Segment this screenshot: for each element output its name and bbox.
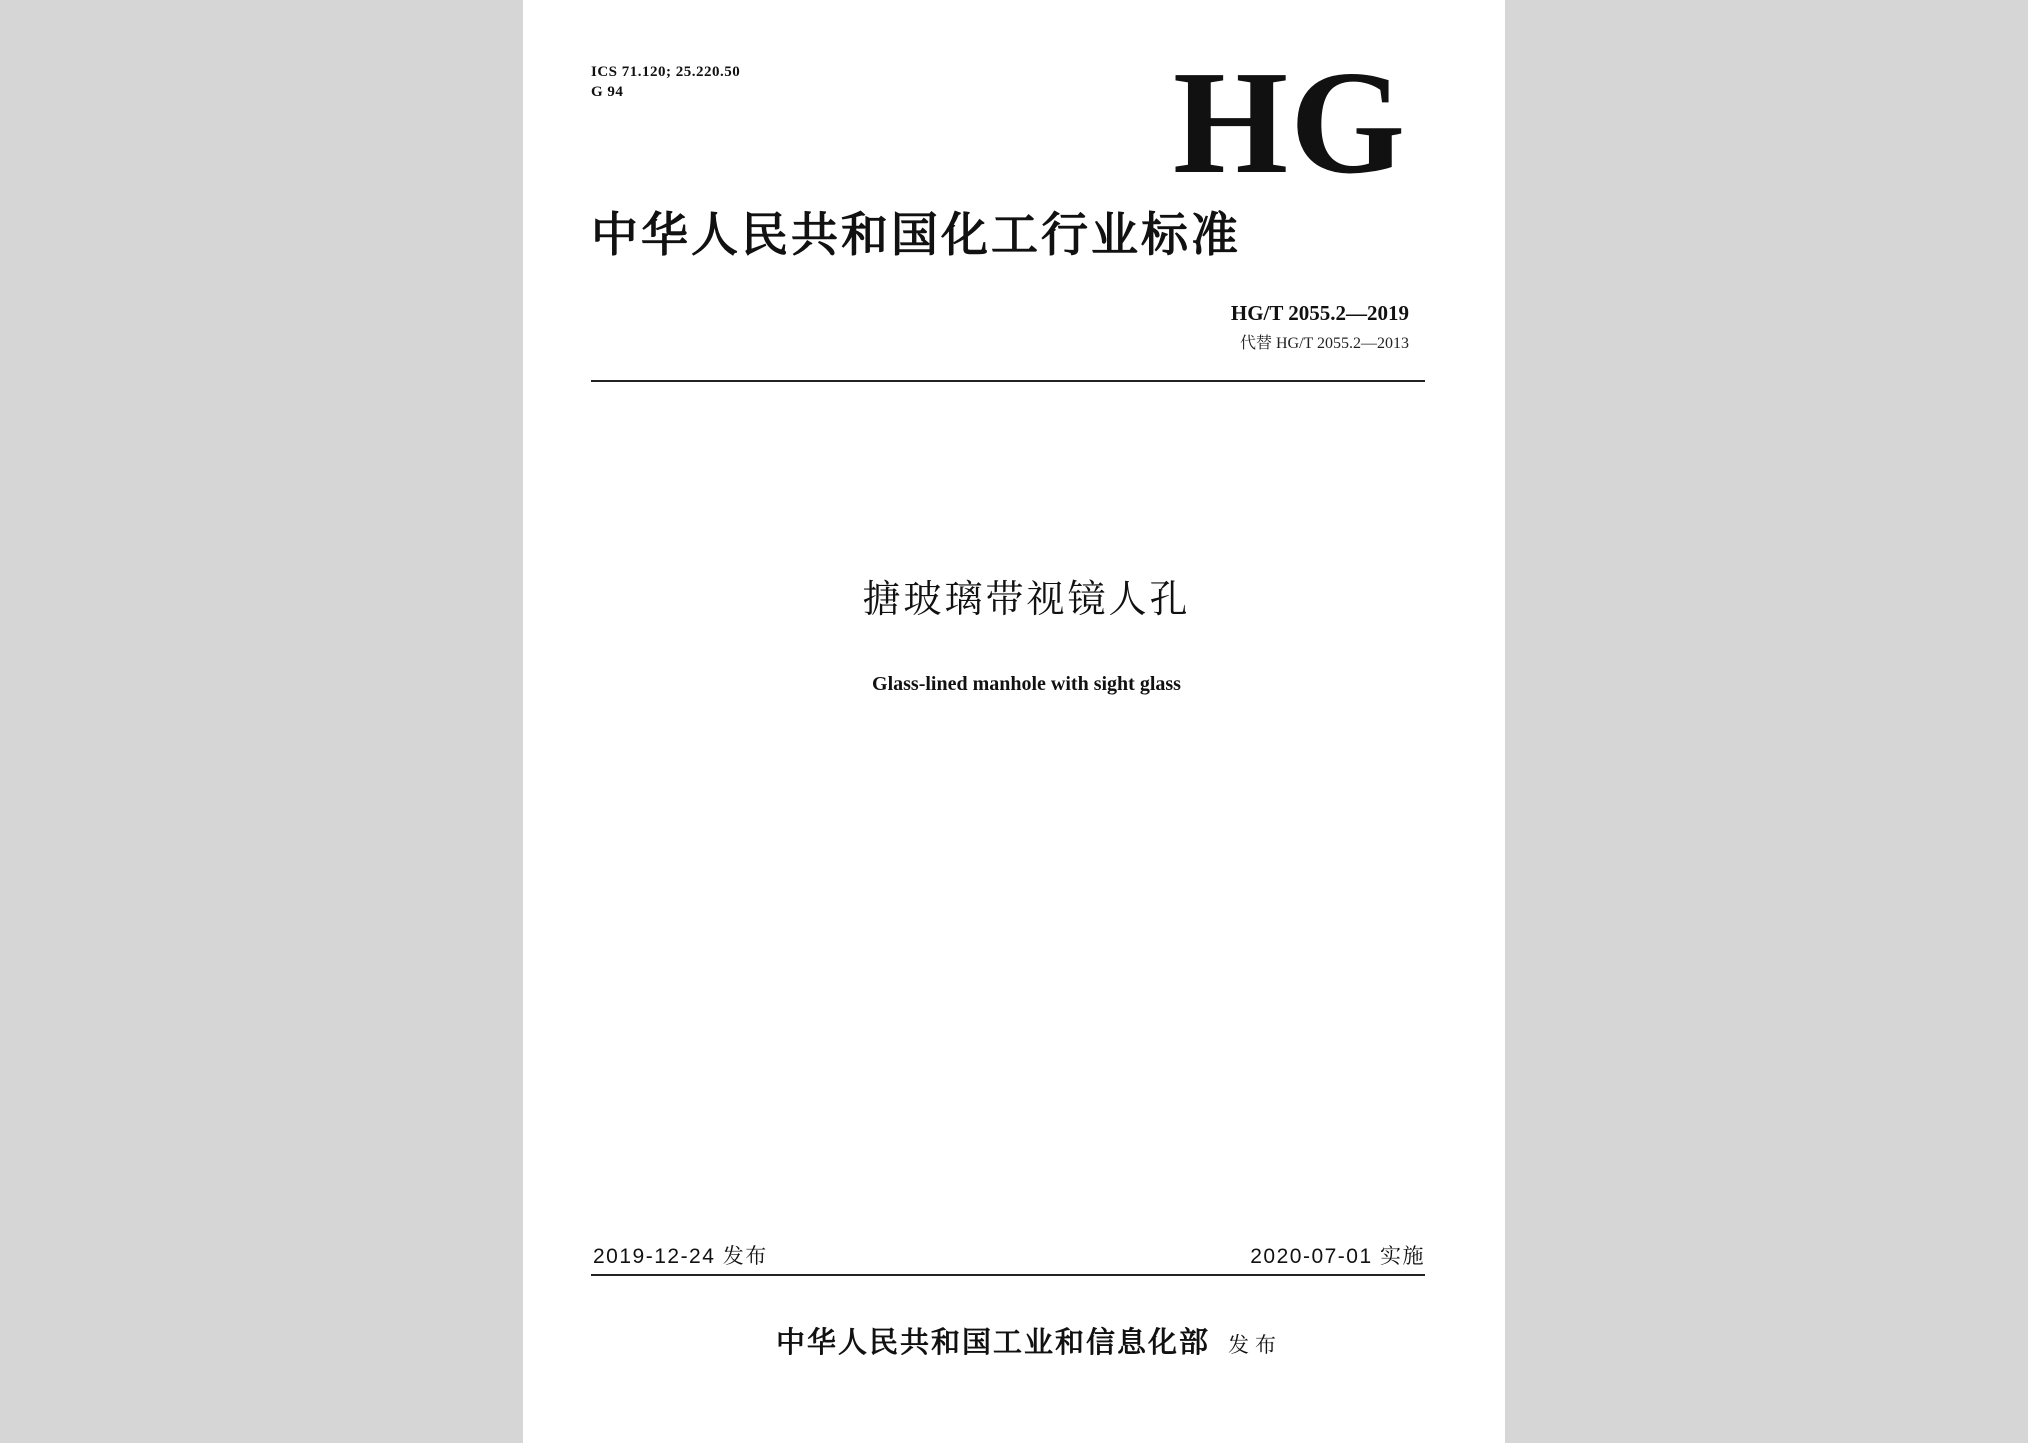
bottom-divider: [591, 1274, 1425, 1276]
top-divider: [591, 380, 1425, 382]
ics-code: ICS 71.120; 25.220.50: [591, 64, 741, 80]
standard-number: HG/T 2055.2—2019: [1230, 301, 1409, 325]
ics-classification: [591, 62, 740, 102]
hg-logo: HG: [1173, 41, 1408, 205]
implementation-date: 2020-07-01 实施: [1250, 1245, 1425, 1268]
publisher-action: 发布: [1228, 1333, 1282, 1357]
standard-type-title: 中华人民共和国化工行业标准: [591, 208, 1241, 263]
document-title-english: Glass-lined manhole with sight glass: [872, 673, 1181, 695]
document-title-chinese: 搪玻璃带视镜人孔: [862, 577, 1191, 621]
publisher-line: [523, 1322, 1505, 1365]
document-page: [523, 0, 1505, 1443]
issue-date: 2019-12-24 发布: [593, 1245, 768, 1268]
publisher-name: 中华人民共和国工业和信息化部: [775, 1325, 1210, 1359]
replaces-standard: 代替 HG/T 2055.2—2013: [1239, 335, 1409, 352]
ccs-code: G 94: [591, 84, 624, 100]
